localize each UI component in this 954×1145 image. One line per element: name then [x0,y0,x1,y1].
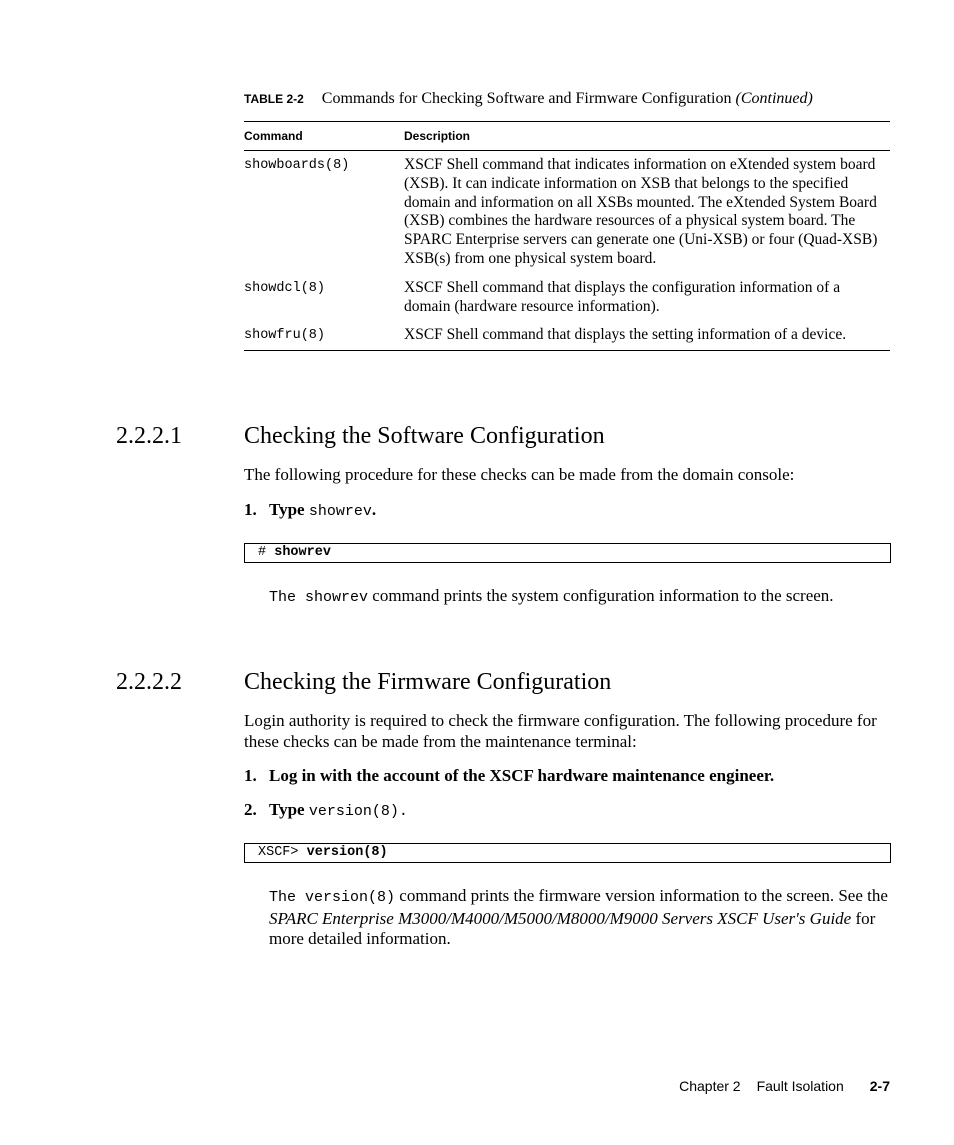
command-cell: showfru(8) [244,328,326,344]
description-cell: XSCF Shell command that indicates information on eXtended system board (XSB). It can indicate information on XSB that belongs to the specified domain and information on all XSBs mounted. The eXtended System Board (XSB) combines the hardware resources of a physical system board. The SPARC Enterprise servers can generate one (Uni-XSB) or four (Quad-XSB) XSB(s) from one physical system board. [404,156,878,267]
result-text: The version(8) command prints the firmware version information to the screen. See the SPARC Enterprise M3000/M4000/M5000/M8000/M9000 Servers XSCF User's Guide for more detailed information. [269,886,888,948]
page-number: 2-7 [869,1078,890,1094]
command-cell: showboards(8) [244,158,350,173]
section-number: 2.2.2.2 [116,669,182,695]
section-number: 2.2.2.1 [116,423,182,449]
description-cell: XSCF Shell command that displays the configuration information of a domain (hardware resource information). [404,278,841,315]
description-cell: XSCF Shell command that displays the setting information of a device. [404,326,847,344]
section-intro: The following procedure for these checks can be made from the domain console: [244,465,795,484]
code-example [244,543,891,563]
step-type-showrev: 1. Type showrev. [244,500,377,520]
section-title: Checking the Software Configuration [244,423,605,449]
commands-table [244,121,890,351]
table-label: TABLE 2-2 [244,92,304,106]
code-command: showrev [274,545,331,560]
page-footer [679,1078,890,1094]
table-caption [244,90,813,108]
table-row [244,326,890,346]
header-description: Description [404,129,471,143]
command-cell: showdcl(8) [244,280,326,296]
section-intro: Login authority is required to check the firmware configuration. The following procedure for these checks can be made from the maintenance terminal: [244,711,877,751]
code-command: version(8) [306,845,388,860]
step-login: 1. Log in with the account of the XSCF hardware maintenance engineer. [244,766,775,785]
footer-chapter: Chapter 2 [679,1078,741,1094]
guide-title: SPARC Enterprise M3000/M4000/M5000/M8000/M9000 Servers XSCF User's Guide [269,908,852,928]
section-title: Checking the Firmware Configuration [244,669,612,695]
table-row [244,156,890,269]
step-type-version: 2. Type version(8). [244,800,408,820]
result-text: The showrev command prints the system configuration information to the screen. [269,586,834,606]
code-prompt: # [258,545,267,560]
code-prompt: XSCF> [258,845,299,860]
code-example [244,843,891,863]
table-header [244,122,890,151]
header-command: Command [244,129,303,143]
table-row [244,279,890,317]
table-continued: (Continued) [735,90,813,107]
table-caption-text: Commands for Checking Software and Firmware Configuration [321,90,732,107]
footer-title: Fault Isolation [756,1078,844,1094]
